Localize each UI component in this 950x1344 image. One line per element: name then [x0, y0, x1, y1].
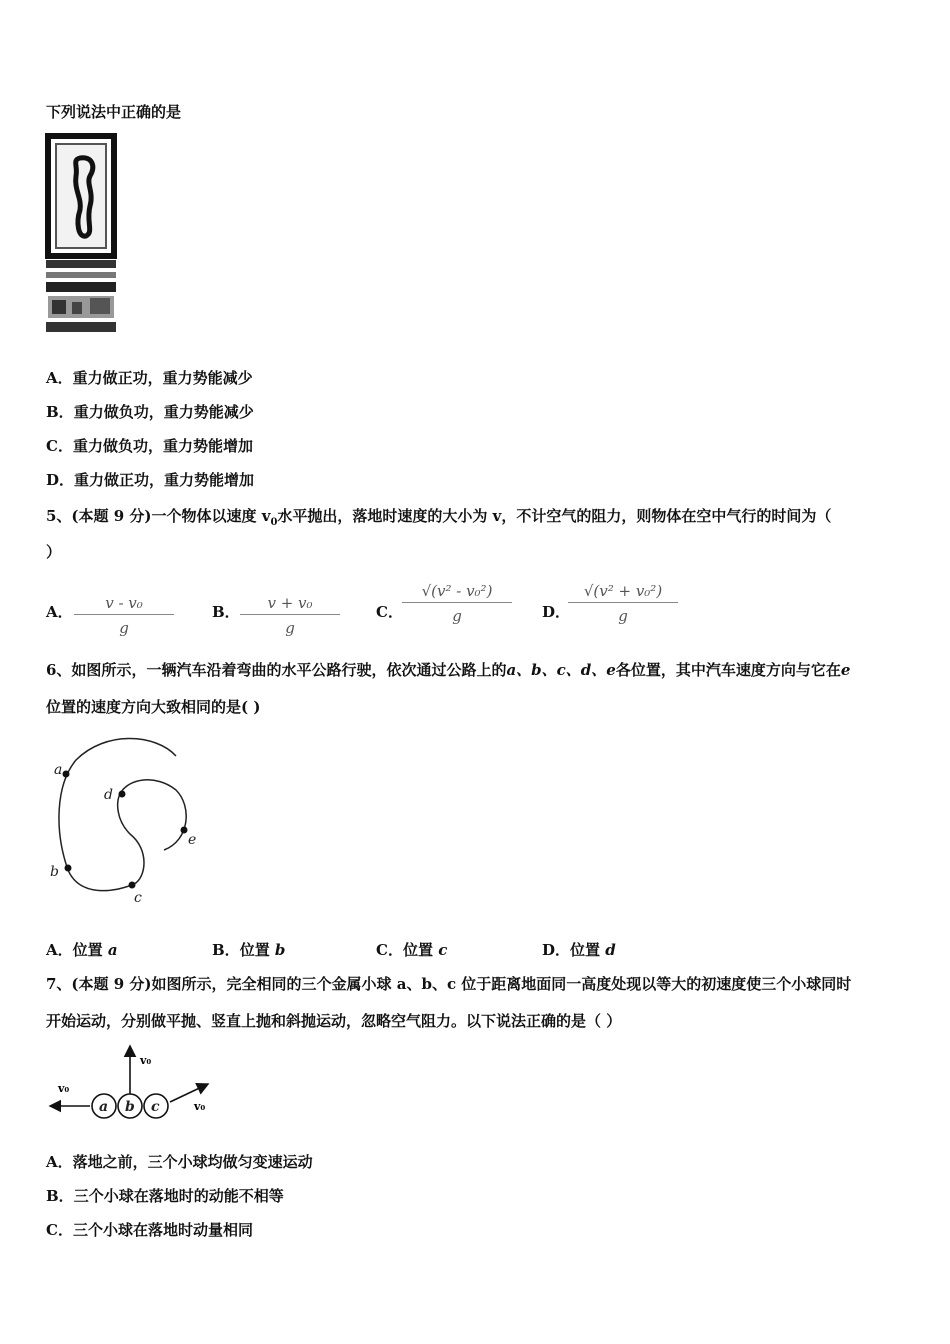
intro-text: 下列说法中正确的是	[46, 103, 182, 121]
q6-stem-part: 6、如图所示，一辆汽车沿着弯曲的水平公路行驶，依次通过公路上的	[46, 661, 507, 679]
q5-option-c-label: C．	[376, 603, 403, 621]
fraction-denominator: g	[119, 619, 129, 637]
q5-option-d-label: D．	[542, 603, 571, 621]
fraction-numerator: √(v² + v₀²)	[568, 582, 678, 603]
q7-option-b	[46, 1186, 284, 1206]
q5-stem-part: 水平抛出，落地时速度的大小为 v，不计空气的阻力，则物体在空中气行的时间为（	[277, 507, 832, 525]
fraction-denominator: g	[618, 607, 628, 625]
fraction-denominator: g	[452, 607, 462, 625]
option-label: C．	[46, 1221, 73, 1239]
option-label: D．	[542, 941, 571, 959]
q4-option-c	[46, 436, 253, 456]
q6-stem-e: e	[840, 661, 851, 679]
option-label: A．	[46, 369, 73, 387]
option-var: a	[107, 941, 118, 959]
road-curve	[59, 739, 186, 891]
q7-option-c	[46, 1220, 253, 1240]
q5-option-b-fraction	[240, 594, 340, 637]
q7-stem-line2: 开始运动，分别做平抛、竖直上抛和斜抛运动，忽略空气阻力。以下说法正确的是（ ）	[46, 1012, 622, 1030]
point-d-label: d	[104, 787, 113, 803]
q6-option-d	[542, 940, 616, 960]
point-a-dot	[63, 771, 70, 778]
q6-stem-line2: 位置的速度方向大致相同的是( )	[46, 698, 261, 716]
option-text: 位置	[239, 941, 275, 959]
q6-stem-part: 各位置，其中汽车速度方向与它在	[615, 661, 841, 679]
option-label: B．	[46, 1187, 74, 1205]
q5-stem-part: 5、(本题 9 分)一个物体以速度 v	[46, 507, 271, 525]
option-label: A．	[46, 1153, 73, 1171]
q5-option-d-fraction	[568, 582, 678, 625]
point-c-dot	[129, 882, 136, 889]
option-label: A．	[46, 941, 73, 959]
option-text: 位置	[72, 941, 108, 959]
q6-road-figure	[46, 730, 216, 910]
q5-option-a-label: A．	[46, 603, 73, 621]
q5-option-a-fraction	[74, 594, 174, 637]
q5-stem-close: ）	[46, 543, 62, 561]
point-b-label: b	[50, 864, 59, 880]
q4-option-d	[46, 470, 254, 490]
option-text: 位置	[402, 941, 439, 959]
option-text: 三个小球在落地时动量相同	[72, 1221, 253, 1239]
point-a-label: a	[54, 762, 63, 778]
ball-b-label: b	[125, 1099, 135, 1115]
option-label: C．	[376, 941, 403, 959]
fraction-denominator: g	[285, 619, 295, 637]
q6-option-c	[376, 940, 447, 960]
ball-a-label: a	[99, 1099, 109, 1115]
q6-stem-line1	[46, 660, 850, 680]
q6-stem-points: a、b、c、d、e	[506, 661, 616, 679]
option-label: D．	[46, 471, 75, 489]
option-label: C．	[46, 437, 73, 455]
option-text: 重力做负功，重力势能减少	[73, 403, 254, 421]
q5-stem-sub: 0	[270, 517, 278, 528]
fraction-numerator: v - v₀	[74, 594, 174, 615]
option-text: 落地之前，三个小球均做匀变速运动	[72, 1153, 313, 1171]
point-b-dot	[65, 865, 72, 872]
q5-option-b-label: B．	[212, 603, 240, 621]
q7-stem-line1: 7、(本题 9 分)如图所示，完全相同的三个金属小球 a、b、c 位于距离地面同一高度处现以等大的初速度使三个小球同时	[46, 975, 852, 993]
point-d-dot	[119, 791, 126, 798]
q5-stem	[46, 506, 831, 533]
q5-option-c-fraction	[402, 582, 512, 625]
option-text: 三个小球在落地时的动能不相等	[73, 1187, 284, 1205]
option-var: c	[438, 941, 448, 959]
q7-option-a	[46, 1152, 313, 1172]
option-var: d	[605, 941, 616, 959]
q6-option-a	[46, 940, 118, 960]
q7-balls-figure	[46, 1042, 216, 1126]
option-text: 重力做正功，重力势能增加	[74, 471, 255, 489]
option-text: 重力做负功，重力势能增加	[72, 437, 253, 455]
option-label: B．	[46, 403, 74, 421]
option-label: B．	[212, 941, 240, 959]
option-text: 位置	[570, 941, 606, 959]
q4-option-b	[46, 402, 254, 422]
q6-option-b	[212, 940, 285, 960]
fraction-numerator: v + v₀	[240, 594, 340, 615]
point-c-label: c	[134, 890, 142, 906]
q4-option-a	[46, 368, 253, 388]
option-var: b	[274, 941, 286, 959]
ball-c-label: c	[151, 1099, 160, 1115]
q4-photo	[46, 132, 116, 336]
option-text: 重力做正功，重力势能减少	[72, 369, 253, 387]
fraction-numerator: √(v² - v₀²)	[402, 582, 512, 603]
v0-up-label: v₀	[140, 1054, 152, 1067]
point-e-label: e	[188, 832, 197, 848]
v0-right-label: v₀	[194, 1100, 206, 1113]
point-e-dot	[181, 827, 188, 834]
v0-left-label: v₀	[58, 1082, 70, 1095]
